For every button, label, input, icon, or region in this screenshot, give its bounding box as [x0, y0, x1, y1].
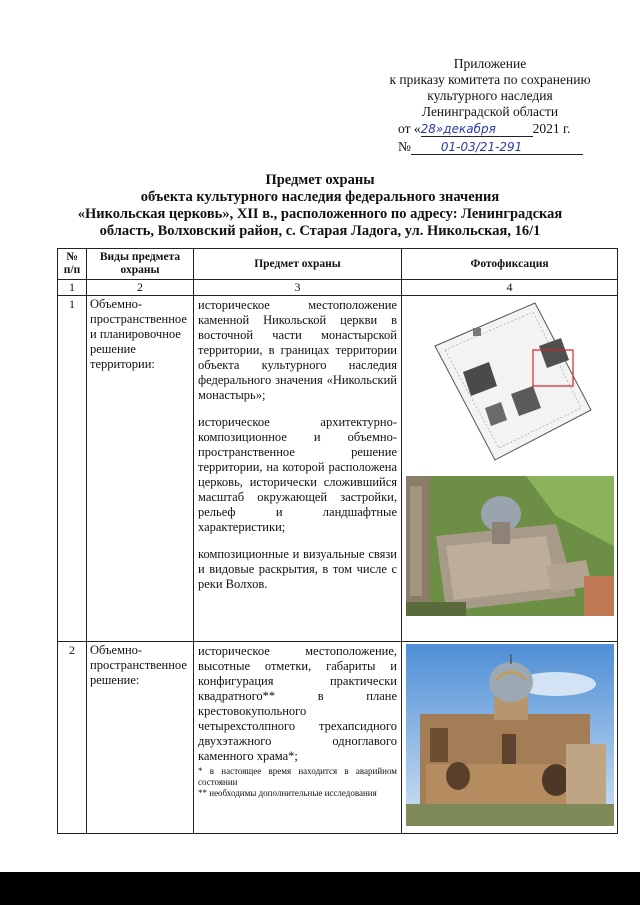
scan-border: [0, 872, 640, 905]
header-num: № п/п: [58, 249, 87, 280]
title-line: Предмет охраны: [265, 172, 375, 188]
appendix-line: Ленинградской области: [421, 104, 559, 119]
number-prefix: №: [398, 139, 411, 154]
footnote: ** необходимы дополнительные исследования: [198, 788, 377, 798]
number-handwritten: 01-03/21-291: [411, 140, 583, 155]
document-title: [20, 172, 620, 240]
appendix-line: культурного наследия: [427, 88, 553, 103]
table-row: [58, 642, 618, 834]
col-number: 3: [194, 280, 402, 296]
header-subject: Предмет охраны: [194, 249, 402, 280]
row-kind: Объемно-пространственное решение:: [87, 642, 194, 834]
title-line: объекта культурного наследия федерального значения: [140, 189, 500, 205]
subject-paragraph: историческое архитектурно-композиционное и объемно-пространственное решение территории, на которой расположена церковь, исторически сложившийся масштаб окружающей застройки, рельеф и ландшафтные характеристики;: [198, 415, 397, 534]
date-handwritten: 28»декабря: [421, 122, 533, 137]
site-plan-image: [415, 298, 605, 470]
title-line: область, Волховский район, с. Старая Ладога, ул. Никольская, 16/1: [99, 223, 541, 239]
column-number-row: [58, 280, 618, 296]
col-number: 1: [58, 280, 87, 296]
date-year: 2021 г.: [532, 121, 571, 136]
order-number: [398, 139, 583, 155]
appendix-header: [360, 56, 620, 120]
row-photos: [402, 296, 618, 642]
church-facade-photo: [406, 644, 614, 826]
row-subject: [194, 642, 402, 834]
date-prefix: от «: [398, 121, 421, 136]
subject-paragraph: историческое местоположение каменной Никольской церкви в восточной части монастырской территории, в границах территории объекта культурного наследия федерального значения «Никольский монастырь»;: [198, 298, 397, 402]
col-number: 4: [402, 280, 618, 296]
row-subject: [194, 296, 402, 642]
table-row: [58, 296, 618, 642]
table-header-row: [58, 249, 618, 280]
order-date: [398, 121, 570, 137]
row-photos: [402, 642, 618, 834]
subject-paragraph: композиционные и визуальные связи и видовые раскрытия, в том числе с реки Волхов.: [198, 547, 397, 591]
subject-paragraph: историческое местоположение, высотные отметки, габариты и конфигурация практически квадратного** в плане крестовокупольного четырехстолпного трехапсидного двухэтажного одноглавого каменного храма*;: [198, 644, 397, 763]
row-number: 1: [58, 296, 87, 642]
appendix-line: к приказу комитета по сохранению: [389, 72, 591, 87]
col-number: 2: [87, 280, 194, 296]
protection-table: [57, 248, 618, 834]
footnote: * в настоящее время находится в аварийном состоянии: [198, 766, 397, 787]
header-photo: Фотофиксация: [402, 249, 618, 280]
appendix-line: Приложение: [453, 56, 527, 71]
row-kind: Объемно-пространственное и планировочное решение территории:: [87, 296, 194, 642]
title-line: «Никольская церковь», XII в., расположенного по адресу: Ленинградская: [77, 206, 563, 222]
aerial-church-photo: [406, 476, 614, 616]
row-number: 2: [58, 642, 87, 834]
header-kind: Виды предмета охраны: [87, 249, 194, 280]
